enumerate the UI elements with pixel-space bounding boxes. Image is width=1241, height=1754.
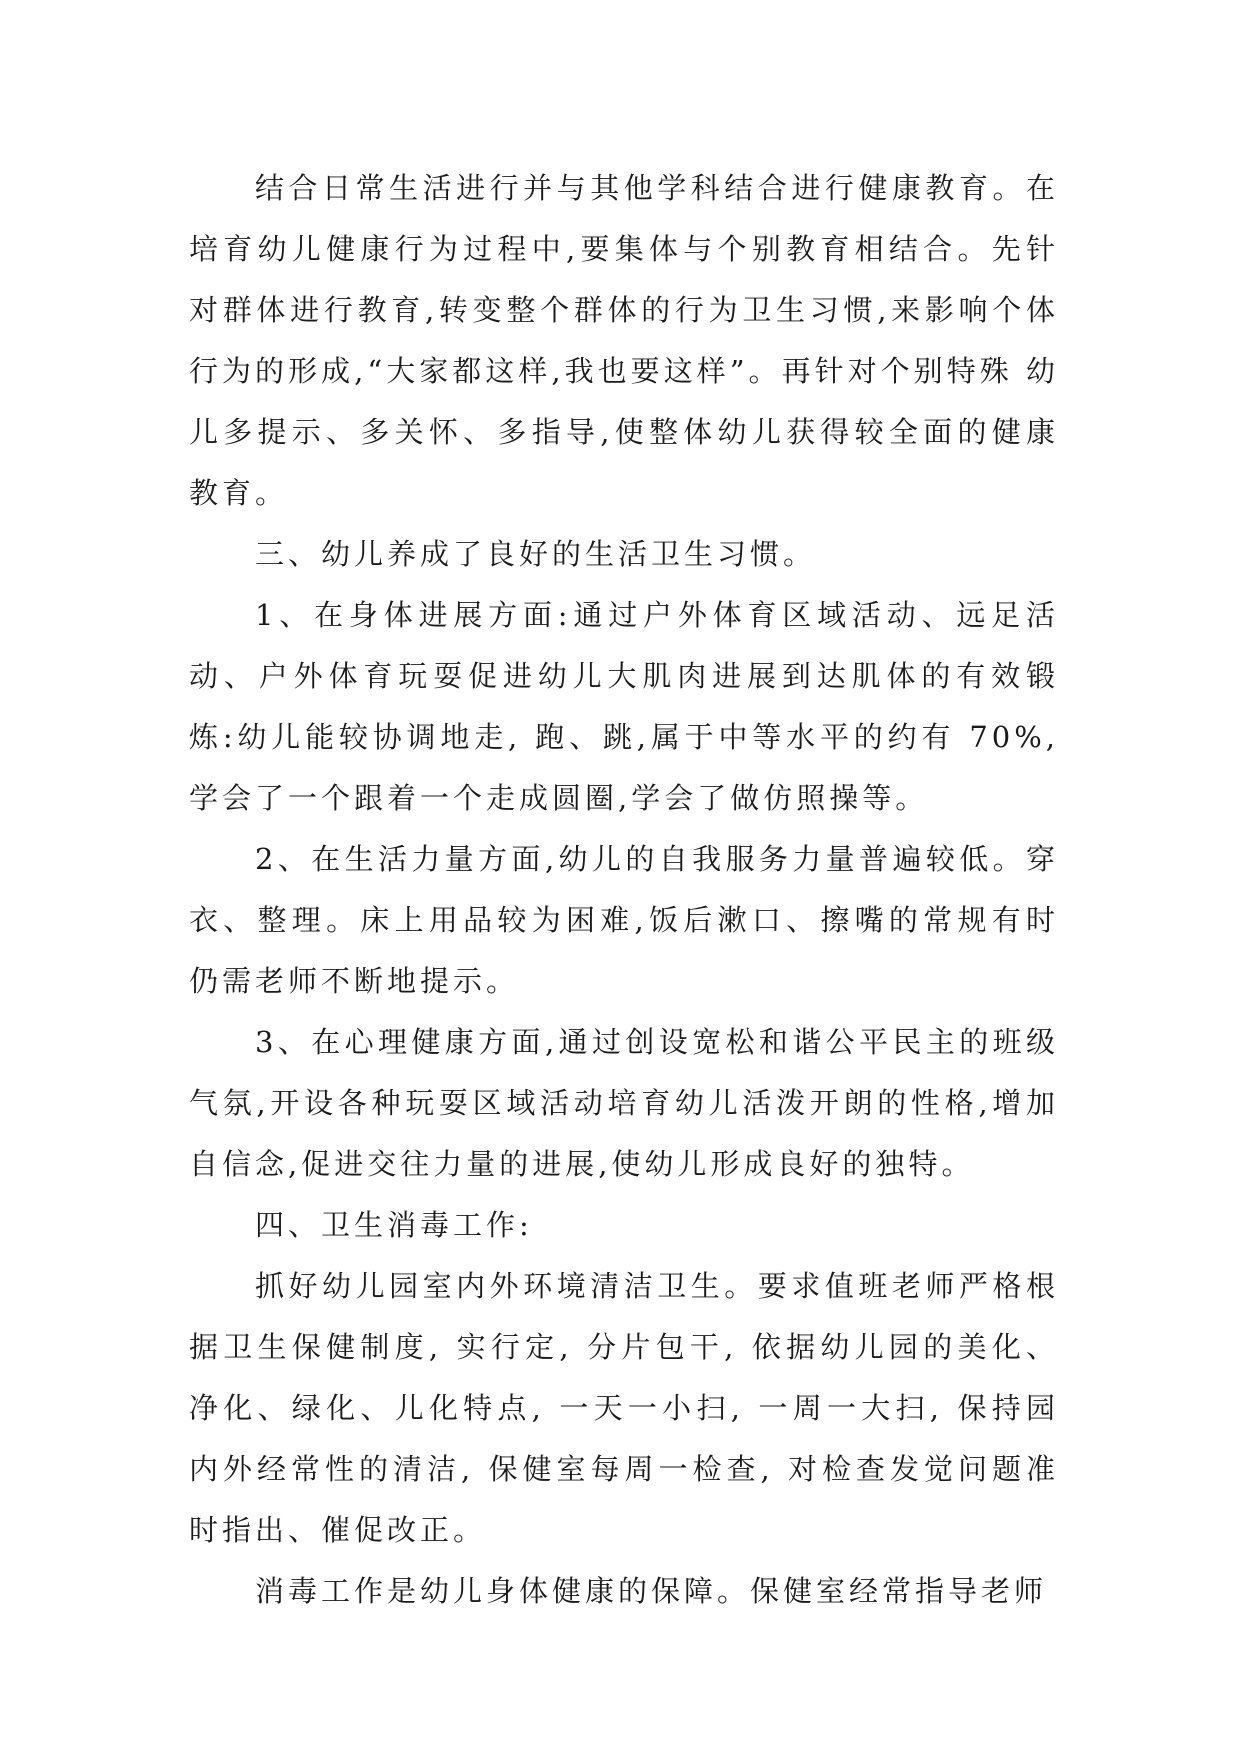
heading-section-three: 三、幼儿养成了良好的生活卫生习惯。: [255, 537, 817, 571]
paragraph-disinfection: 消毒工作是幼儿身体健康的保障。保健室经常指导老师: [255, 1574, 1048, 1608]
paragraph-health-education: 结合日常生活进行并与其他学科结合进行健康教育。在培育幼儿健康行为过程中,要集体与个别教育相结合。先针对群体进行教育,转变整个群体的行为卫生习惯,来影响个体行为的形成,“大家都这样,我也要这样”。再针对个别特殊 幼儿多提示、多关怀、多指导,使整体幼儿获得较全面的健康教育。: [189, 171, 1059, 510]
document-body: [189, 158, 1059, 1622]
paragraph-physical-development: 1、在身体进展方面:通过户外体育区域活动、远足活动、户外体育玩耍促进幼儿大肌肉进展到达肌体的有效锻炼:幼儿能较协调地走, 跑、跳,属于中等水平的约有 70%,学会了一个跟着一个走成圆圈,学会了做仿照操等。: [189, 598, 1059, 815]
paragraph-mental-health: 3、在心理健康方面,通过创设宽松和谐公平民主的班级气氛,开设各种玩耍区域活动培育幼儿活泼开朗的性格,增加自信念,促进交往力量的进展,使幼儿形成良好的独特。: [189, 1025, 1059, 1181]
paragraph-environment-cleaning: 抓好幼儿园室内外环境清洁卫生。要求值班老师严格根据卫生保健制度, 实行定, 分片包干, 依据幼儿园的美化、净化、绿化、儿化特点, 一天一小扫, 一周一大扫, 保持园内外经常性的清洁, 保健室每周一检查, 对检查发觉问题准时指出、催促改正。: [189, 1269, 1059, 1547]
heading-section-four: 四、卫生消毒工作:: [255, 1208, 533, 1242]
paragraph-life-skills: 2、在生活力量方面,幼儿的自我服务力量普遍较低。穿衣、整理。床上用品较为困难,饭后漱口、擦嘴的常规有时仍需老师不断地提示。: [189, 842, 1059, 998]
